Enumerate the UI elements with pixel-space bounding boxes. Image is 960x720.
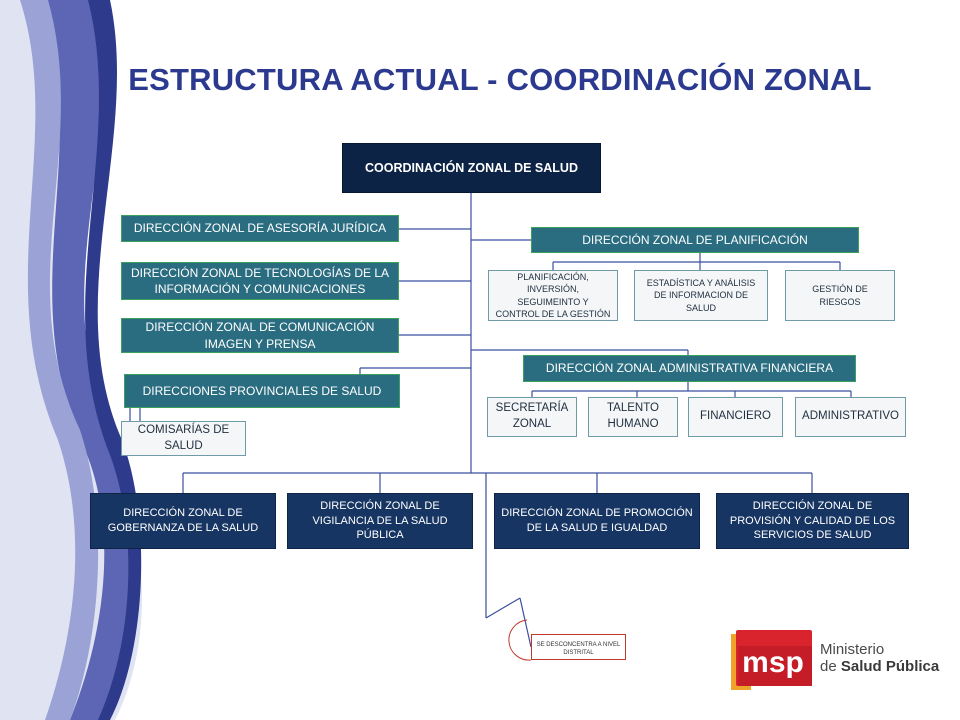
node-direcciones-provinciales: DIRECCIONES PROVINCIALES DE SALUD xyxy=(124,374,400,408)
node-planificacion-inversion: PLANIFICACIÓN, INVERSIÓN, SEGUIMEINTO Y CONTROL DE LA GESTIÓN xyxy=(488,270,618,321)
node-talento-humano: TALENTO HUMANO xyxy=(588,397,678,437)
node-coordinacion-zonal: COORDINACIÓN ZONAL DE SALUD xyxy=(342,143,601,193)
node-estadistica-analisis: ESTADÍSTICA Y ANÁLISIS DE INFORMACION DE SALUD xyxy=(634,270,768,321)
ministry-line2-prefix: de xyxy=(820,658,841,676)
node-tecnologias-informacion: DIRECCIÓN ZONAL DE TECNOLOGÍAS DE LA INFORMACIÓN Y COMUNICACIONES xyxy=(121,262,399,300)
node-promocion-salud: DIRECCIÓN ZONAL DE PROMOCIÓN DE LA SALUD E IGUALDAD xyxy=(494,493,700,549)
node-gobernanza-salud: DIRECCIÓN ZONAL DE GOBERNANZA DE LA SALUD xyxy=(90,493,276,549)
node-provision-calidad: DIRECCIÓN ZONAL DE PROVISIÓN Y CALIDAD DE LOS SERVICIOS DE SALUD xyxy=(716,493,909,549)
node-gestion-riesgos: GESTIÓN DE RIESGOS xyxy=(785,270,895,321)
ministry-line1: Ministerio xyxy=(820,641,885,658)
msp-logo-mark xyxy=(728,626,818,696)
ministry-line2-bold: Salud Pública xyxy=(840,658,940,676)
node-comunicacion-imagen: DIRECCIÓN ZONAL DE COMUNICACIÓN IMAGEN Y PRENSA xyxy=(121,318,399,353)
node-secretaria-zonal: SECRETARÍA ZONAL xyxy=(487,397,577,437)
node-planificacion: DIRECCIÓN ZONAL DE PLANIFICACIÓN xyxy=(531,227,859,253)
node-financiero: FINANCIERO xyxy=(688,397,783,437)
node-administrativa-financiera: DIRECCIÓN ZONAL ADMINISTRATIVA FINANCIERA xyxy=(523,355,856,382)
ministry-name xyxy=(820,641,939,676)
desconcentra-note: SE DESCONCENTRA A NIVEL DISTRITAL xyxy=(531,634,626,660)
node-asesoria-juridica: DIRECCIÓN ZONAL DE ASESORÍA JURÍDICA xyxy=(121,215,399,242)
node-administrativo: ADMINISTRATIVO xyxy=(795,397,906,437)
logo-mark-text: msp xyxy=(742,646,804,679)
node-comisarias-salud: COMISARÍAS DE SALUD xyxy=(121,421,246,456)
node-vigilancia-salud-publica: DIRECCIÓN ZONAL DE VIGILANCIA DE LA SALUD PÚBLICA xyxy=(287,493,473,549)
ministry-line2 xyxy=(820,658,939,675)
slide-title: ESTRUCTURA ACTUAL - COORDINACIÓN ZONAL xyxy=(128,62,872,97)
